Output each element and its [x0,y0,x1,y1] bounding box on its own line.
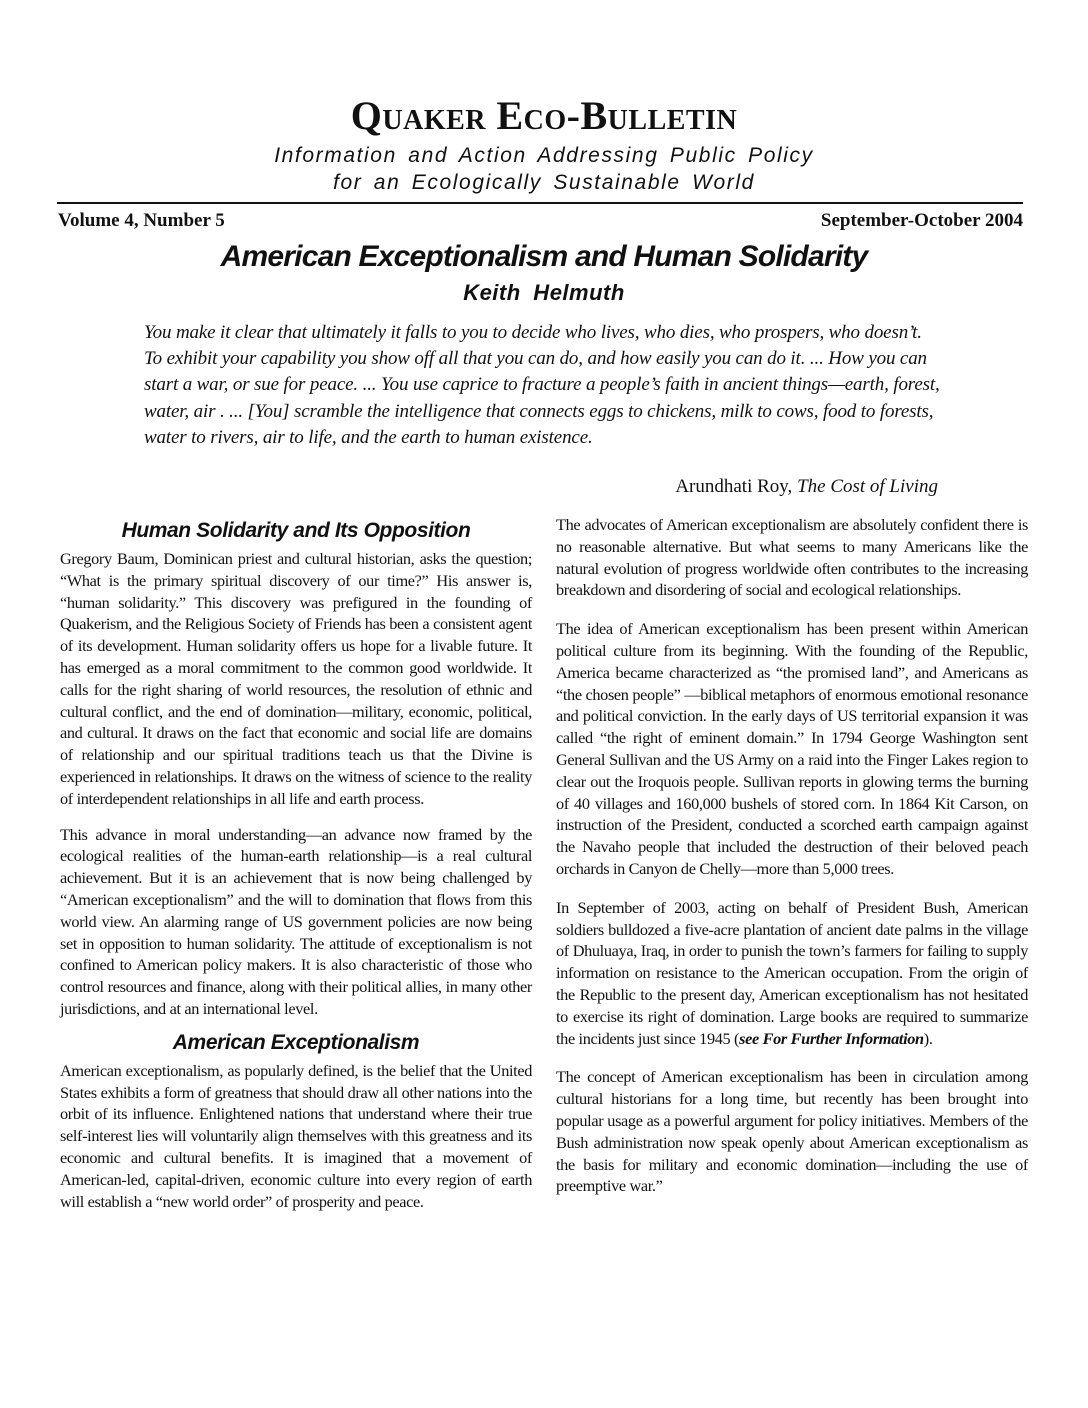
epigraph-author: Arundhati Roy, [675,476,798,497]
section-heading-american-exceptionalism: American Exceptionalism [172,1030,420,1054]
article-title: American Exceptionalism and Human Solidarity [220,240,868,273]
masthead-divider [57,202,1023,204]
epigraph-quote: You make it clear that ultimately it falls to you to decide who lives, who dies, who prospers, who doesn’t. To exhibit your capability you show off all that you can do, and how easily you can do it. ... How you can start a war, or sue for peace. ... You use caprice to fracture a people’s faith in ancient things—earth, forest, water, air . ... [You] scramble the intelligence that connects eggs to chickens, milk to cows, food to forests, water to rivers, air to life, and the earth to human existence. [144,322,940,448]
paragraph: This advance in moral understanding—an advance now framed by the ecological realities of the human-earth relationship—is a real cultural achievement. But it is an achievement that is now being challenged by “American exceptionalism” and the will to domination that flows from this world view. An alarming range of US government policies are now being set in opposition to human solidarity. The attitude of exceptionalism is not confined to American policy makers. It is also characteristic of those who control resources and finance, along with their political allies, in many other jurisdictions, and at an international level. [60,824,532,1018]
paragraph [556,897,1028,1050]
right-column [556,514,1028,1214]
left-column [60,514,532,1226]
cross-reference: see For Further Information [739,1028,924,1048]
paragraph: American exceptionalism, as popularly defined, is the belief that the United States exhibits a form of greatness that should draw all other nations into the orbit of its influence. Enlightened nations that understand where their true self-interest lies will voluntarily align themselves with this greatness and its economic and cultural benefits. It is imagined that a movement of American-led, capital-driven, economic culture into every region of earth will establish a “new world order” of prosperity and peace. [60,1060,532,1211]
paragraph: The idea of American exceptionalism has been present within American political culture from its beginning. With the founding of the Republic, America became characterized as “the promised land”, and Americans as “the chosen people” —biblical metaphors of enormous emotional resonance and political conviction. In the early days of US territorial expansion it was called “the right of eminent domain.” In 1794 George Washington sent General Sullivan and the US Army on a raid into the Finger Lakes region to clear out the Iroquois people. Sullivan reports in glowing terms the burning of 40 villages and 160,000 bushels of stored corn. In 1864 Kit Carson, on instruction of the President, conducted a scorched earth campaign against the Navaho people that included the destruction of their beloved peach orchards in Canyon de Chelly—more than 5,000 trees. [556,619,1028,878]
masthead-subtitle-line1: Information and Action Addressing Public Policy [274,144,814,167]
paragraph-text: In September of 2003, acting on behalf of President Bush, American soldiers bulldozed a five-acre plantation of ancient date palms in the village of Dhuluaya, Iraq, in order to punish the town’s farmers for failing to supply information on resistance to the American occupation. From the origin of the Republic to the present day, American exceptionalism has not hesitated to exercise its right of domination. Large books are required to summarize the incidents just since 1945 ( [556,897,1028,1048]
epigraph-source: The Cost of Living [797,476,938,497]
issue-date: September-October 2004 [820,210,1023,231]
paragraph: The concept of American exceptionalism has been in circulation among cultural historians for a long time, but recently has been brought into popular usage as a powerful argument for policy initiatives. Members of the Bush administration now speak openly about American exceptionalism as the basis for military and economic domination—including the use of preemptive war.” [556,1067,1028,1196]
paragraph-text-end: ). [923,1028,933,1048]
section-heading-human-solidarity: Human Solidarity and Its Opposition [121,519,471,542]
paragraph: The advocates of American exceptionalism are absolutely confident there is no reasonable alternative. But what seems to many Americans like the natural evolution of progress worldwide often contributes to the increasing breakdown and disordering of social and ecological relationships. [556,515,1028,600]
article-author: Keith Helmuth [463,280,625,305]
masthead-subtitle-line2: for an Ecologically Sustainable World [333,171,755,194]
masthead-title: Quaker Eco-Bulletin [350,93,738,138]
epigraph-attribution [675,476,938,498]
paragraph: Gregory Baum, Dominican priest and cultural historian, asks the question; “What is the primary spiritual discovery of our time?” His answer is, “human solidarity.” This discovery was prefigured in the founding of Quakerism, and the Religious Society of Friends has been a consistent agent of its development. Human solidarity offers us hope for a livable future. It has emerged as a moral commitment to the common good worldwide. It calls for the right sharing of world resources, the resolution of ethnic and cultural conflict, and the end of domination—military, economic, political, and cultural. It draws on the fact that economic and social life are domains of relationship and our spiritual traditions teach us that the Divine is experienced in relationships. It draws on the witness of science to the reality of interdependent relationships in all life and earth process. [60,549,532,808]
issue-volume: Volume 4, Number 5 [58,210,225,231]
